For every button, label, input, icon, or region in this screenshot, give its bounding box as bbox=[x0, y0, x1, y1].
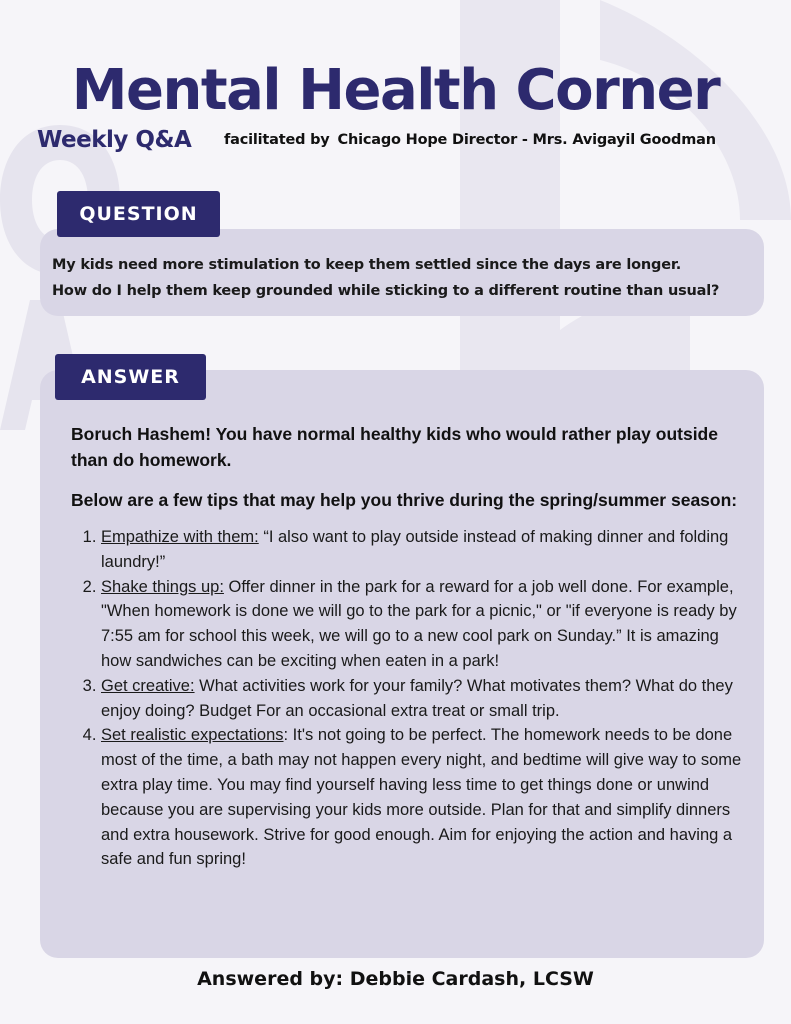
page-title: Mental Health Corner bbox=[71, 58, 720, 123]
answer-body bbox=[71, 421, 743, 872]
tip-body: What activities work for your family? What motivates them? What do they enjoy doing? Budget For an occasional extra treat or small trip. bbox=[101, 676, 733, 720]
tip-heading: Get creative: bbox=[101, 676, 195, 695]
tip-item bbox=[101, 575, 743, 674]
answered-by: Answered by: Debbie Cardash, LCSW bbox=[197, 968, 594, 990]
answer-intro: Boruch Hashem! You have normal healthy kids who would rather play outside than do homework. bbox=[71, 424, 718, 470]
answer-lead: Below are a few tips that may help you thrive during the spring/summer season: bbox=[71, 490, 738, 510]
tip-item bbox=[101, 674, 743, 724]
tip-body: : It's not going to be perfect. The homework needs to be done most of the time, a bath may not happen every night, and bedtime will give way to some extra play time. You may find yourself having less time to get things done or unwind because you are supervising your kids more outside. Plan for that and simplify dinners and extra housework. Strive for good enough. Aim for enjoying the action and having a safe and fun spring! bbox=[101, 726, 742, 869]
tip-item bbox=[101, 723, 743, 872]
facilitated-by-label: facilitated by bbox=[224, 132, 330, 148]
answer-label: ANSWER bbox=[55, 354, 206, 400]
facilitator-name: Chicago Hope Director - Mrs. Avigayil Goodman bbox=[337, 132, 716, 148]
tip-heading: Set realistic expectations bbox=[101, 726, 284, 745]
tip-body: “I also want to play outside instead of making dinner and folding laundry!” bbox=[101, 528, 729, 571]
question-text bbox=[52, 252, 772, 304]
subtitle: Weekly Q&A bbox=[37, 127, 192, 153]
tip-body: Offer dinner in the park for a reward for a job well done. For example, "When homework is done we will go to the park for a picnic," or "if everyone is ready by 7:55 am for school this week, we will go to a new cool park on Sunday.” It is amazing how sandwiches can be exciting when eaten in a park! bbox=[101, 577, 737, 670]
question-line: How do I help them keep grounded while sticking to a different routine than usual? bbox=[52, 283, 720, 299]
tip-item bbox=[101, 525, 743, 575]
tip-heading: Empathize with them: bbox=[101, 528, 259, 546]
tip-heading: Shake things up: bbox=[101, 577, 224, 596]
question-label: QUESTION bbox=[57, 191, 220, 237]
facilitator-line bbox=[224, 132, 716, 148]
question-line: My kids need more stimulation to keep them settled since the days are longer. bbox=[52, 257, 682, 273]
tips-list bbox=[71, 525, 743, 872]
